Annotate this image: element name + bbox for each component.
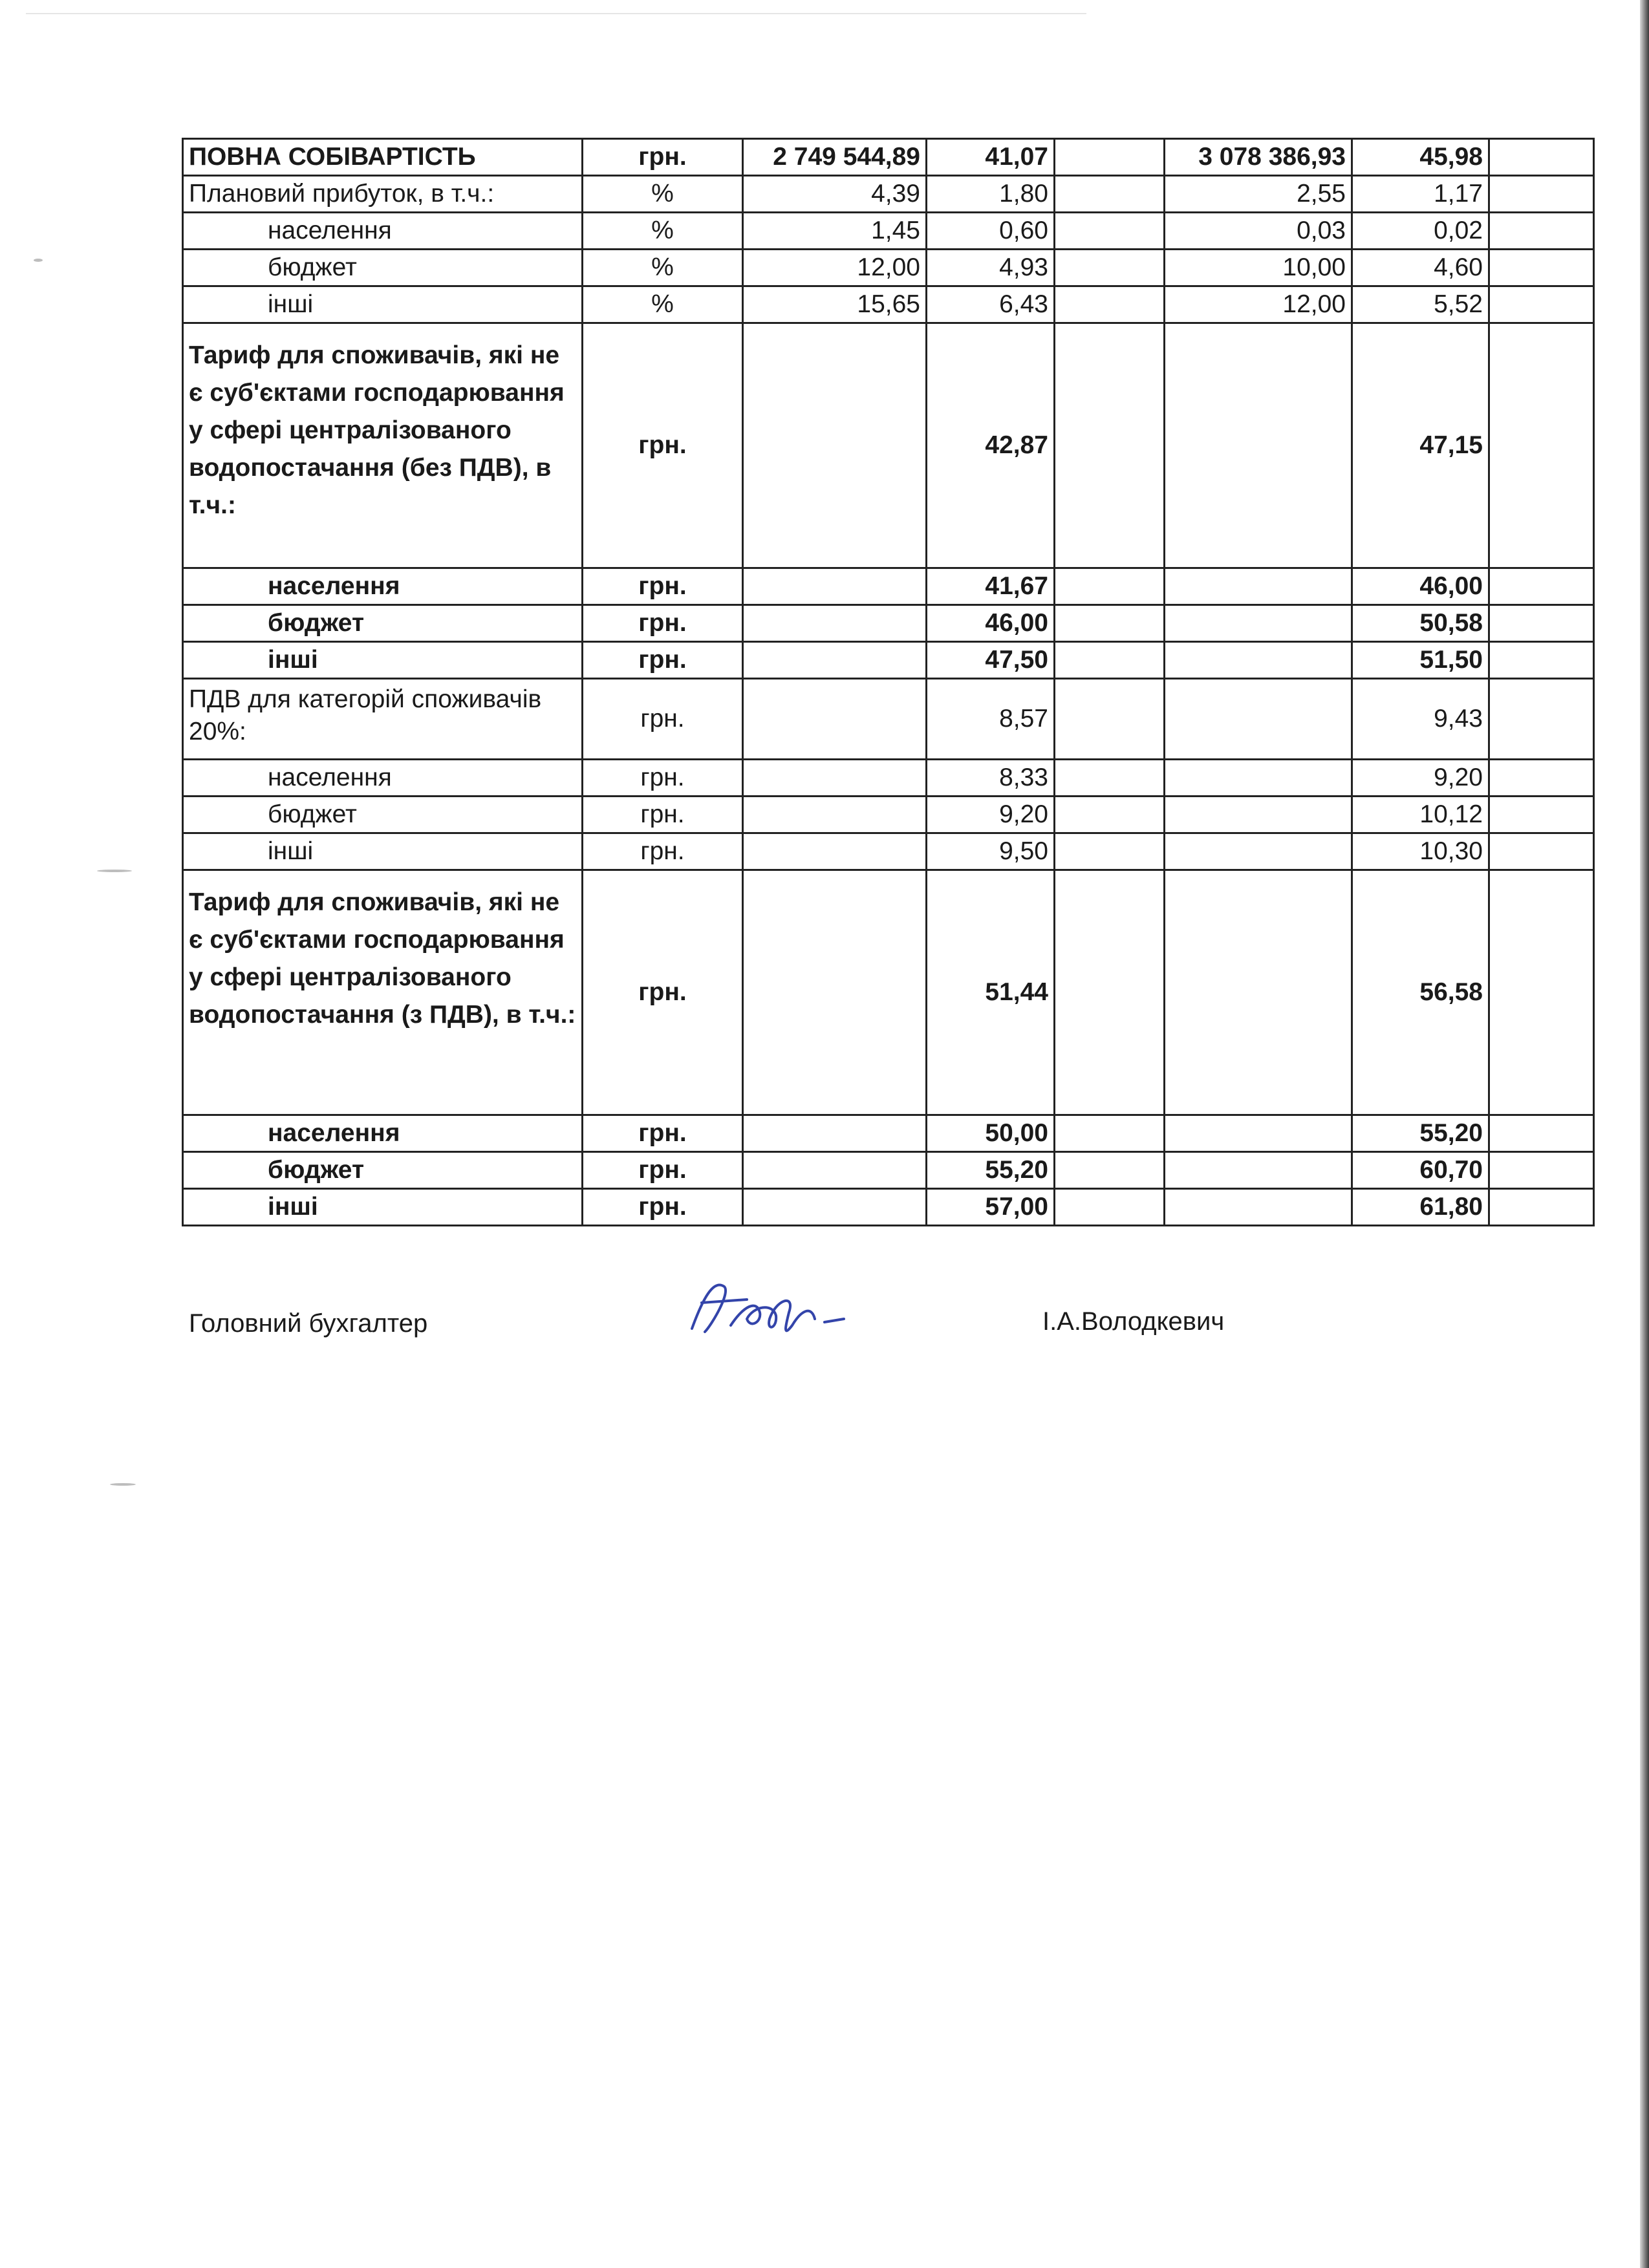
value-cell: 2,55 [1165,176,1352,213]
handwritten-signature [685,1267,879,1351]
value-cell: 55,20 [1352,1115,1489,1152]
value-cell: 15,65 [743,286,927,323]
value-cell: 8,33 [927,760,1055,797]
value-cell [1055,1189,1165,1226]
unit-cell: грн. [583,833,743,870]
unit-cell: грн. [583,568,743,605]
value-cell: 4,60 [1352,250,1489,286]
value-cell [1055,568,1165,605]
table-row [183,1115,1594,1152]
value-cell [743,679,927,760]
value-cell [1165,679,1352,760]
value-cell [1165,833,1352,870]
row-label: населення [183,568,583,605]
row-label: населення [183,213,583,250]
value-cell: 12,00 [743,250,927,286]
value-cell [1489,833,1594,870]
value-cell [1055,679,1165,760]
value-cell: 9,20 [927,797,1055,833]
unit-cell: грн. [583,1115,743,1152]
value-cell: 0,02 [1352,213,1489,250]
value-cell [1489,250,1594,286]
value-cell: 57,00 [927,1189,1055,1226]
unit-cell: % [583,213,743,250]
row-label: ПДВ для категорій споживачів 20%: [183,679,583,760]
table-row [183,642,1594,679]
value-cell [1165,760,1352,797]
table-row [183,286,1594,323]
value-cell [1055,176,1165,213]
row-label: ПОВНА СОБІВАРТІСТЬ [183,139,583,176]
value-cell [1165,642,1352,679]
value-cell [1055,870,1165,1115]
value-cell [743,605,927,642]
value-cell: 4,93 [927,250,1055,286]
table-row [183,568,1594,605]
value-cell: 10,30 [1352,833,1489,870]
value-cell [743,642,927,679]
value-cell: 10,00 [1165,250,1352,286]
value-cell [1489,176,1594,213]
value-cell [1489,213,1594,250]
value-cell: 56,58 [1352,870,1489,1115]
value-cell [1165,870,1352,1115]
value-cell [743,1115,927,1152]
unit-cell: % [583,286,743,323]
unit-cell: грн. [583,1152,743,1189]
value-cell: 5,52 [1352,286,1489,323]
row-label: інші [183,1189,583,1226]
value-cell: 55,20 [927,1152,1055,1189]
value-cell [1055,833,1165,870]
signer-position: Головний бухгалтер [189,1309,428,1338]
value-cell: 51,50 [1352,642,1489,679]
unit-cell: % [583,176,743,213]
value-cell [1165,1152,1352,1189]
table-row [183,833,1594,870]
value-cell: 42,87 [927,323,1055,568]
value-cell: 12,00 [1165,286,1352,323]
value-cell: 2 749 544,89 [743,139,927,176]
value-cell: 9,50 [927,833,1055,870]
value-cell [1489,1115,1594,1152]
value-cell [1055,1152,1165,1189]
value-cell: 1,80 [927,176,1055,213]
value-cell: 9,20 [1352,760,1489,797]
value-cell [1055,1115,1165,1152]
scan-speck [97,870,132,872]
scan-right-edge [1640,0,1649,2268]
row-label: Плановий прибуток, в т.ч.: [183,176,583,213]
value-cell [1055,323,1165,568]
unit-cell: грн. [583,323,743,568]
unit-cell: грн. [583,870,743,1115]
value-cell [1489,605,1594,642]
value-cell [1165,1189,1352,1226]
tariff-table [182,138,1595,1226]
value-cell [1055,760,1165,797]
value-cell [743,568,927,605]
value-cell [1489,1152,1594,1189]
scan-speck [110,1483,136,1486]
value-cell: 41,67 [927,568,1055,605]
value-cell [1055,642,1165,679]
value-cell [1489,1189,1594,1226]
value-cell [743,797,927,833]
table-row [183,323,1594,568]
unit-cell: грн. [583,679,743,760]
unit-cell: грн. [583,797,743,833]
scan-speck [34,259,43,262]
value-cell [743,870,927,1115]
value-cell [1165,797,1352,833]
value-cell [1165,323,1352,568]
unit-cell: % [583,250,743,286]
value-cell: 51,44 [927,870,1055,1115]
value-cell [1055,605,1165,642]
value-cell: 60,70 [1352,1152,1489,1189]
value-cell [1489,642,1594,679]
value-cell: 61,80 [1352,1189,1489,1226]
table-row [183,870,1594,1115]
table-row [183,1152,1594,1189]
unit-cell: грн. [583,1189,743,1226]
table-row [183,250,1594,286]
table-row [183,139,1594,176]
signer-name: І.А.Володкевич [1042,1307,1225,1336]
value-cell: 9,43 [1352,679,1489,760]
value-cell: 47,15 [1352,323,1489,568]
row-label: бюджет [183,1152,583,1189]
value-cell: 50,58 [1352,605,1489,642]
value-cell [1055,213,1165,250]
value-cell [1165,1115,1352,1152]
table-row [183,797,1594,833]
value-cell [1489,139,1594,176]
value-cell: 50,00 [927,1115,1055,1152]
row-label: бюджет [183,605,583,642]
value-cell: 4,39 [743,176,927,213]
unit-cell: грн. [583,760,743,797]
value-cell [1055,797,1165,833]
scan-top-line [26,13,1086,14]
value-cell: 46,00 [927,605,1055,642]
value-cell: 6,43 [927,286,1055,323]
value-cell [743,1189,927,1226]
unit-cell: грн. [583,605,743,642]
value-cell [1489,568,1594,605]
value-cell [743,833,927,870]
row-label: Тариф для споживачів, які не є суб'єктами господарювання у сфері централізованого водопостачання (з ПДВ), в т.ч.: [183,870,583,1115]
row-label: Тариф для споживачів, які не є суб'єктами господарювання у сфері централізованого водопостачання (без ПДВ), в т.ч.: [183,323,583,568]
value-cell [743,323,927,568]
row-label: інші [183,642,583,679]
value-cell [1055,139,1165,176]
value-cell [1489,679,1594,760]
value-cell [743,1152,927,1189]
value-cell: 8,57 [927,679,1055,760]
value-cell: 45,98 [1352,139,1489,176]
value-cell [1055,250,1165,286]
unit-cell: грн. [583,642,743,679]
table-row [183,679,1594,760]
value-cell [1165,568,1352,605]
value-cell [1489,323,1594,568]
value-cell [1489,760,1594,797]
value-cell: 3 078 386,93 [1165,139,1352,176]
table-row [183,760,1594,797]
row-label: бюджет [183,797,583,833]
value-cell: 47,50 [927,642,1055,679]
value-cell [1489,286,1594,323]
value-cell: 1,17 [1352,176,1489,213]
table-row [183,1189,1594,1226]
row-label: інші [183,286,583,323]
value-cell [1055,286,1165,323]
value-cell [1489,797,1594,833]
value-cell: 0,03 [1165,213,1352,250]
table-row [183,213,1594,250]
value-cell [1489,870,1594,1115]
value-cell: 10,12 [1352,797,1489,833]
value-cell: 46,00 [1352,568,1489,605]
unit-cell: грн. [583,139,743,176]
row-label: населення [183,1115,583,1152]
value-cell [743,760,927,797]
value-cell: 41,07 [927,139,1055,176]
value-cell: 1,45 [743,213,927,250]
row-label: населення [183,760,583,797]
value-cell: 0,60 [927,213,1055,250]
table-row [183,605,1594,642]
row-label: бюджет [183,250,583,286]
value-cell [1165,605,1352,642]
row-label: інші [183,833,583,870]
table-row [183,176,1594,213]
